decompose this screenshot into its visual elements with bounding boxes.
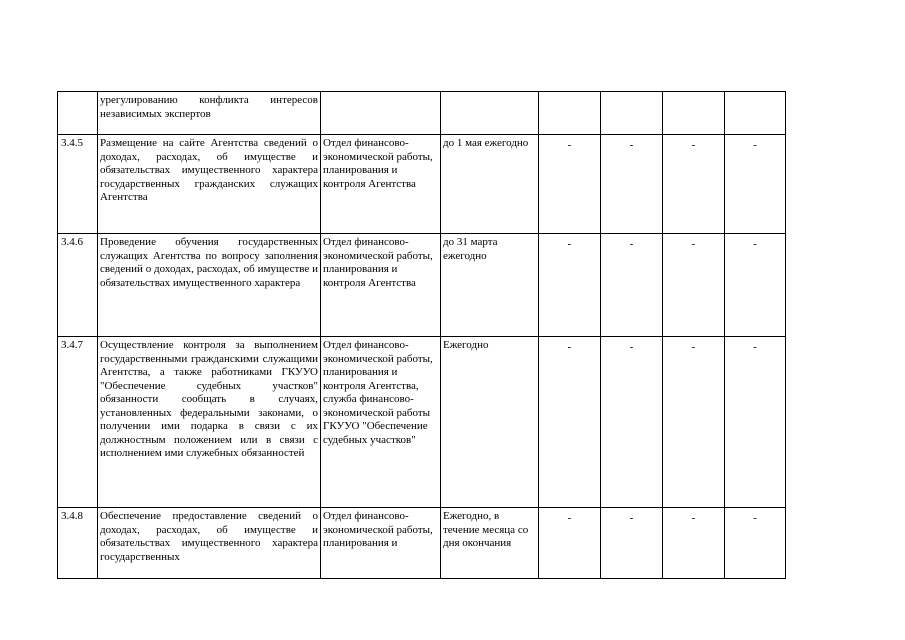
deadline (441, 92, 539, 135)
indicator-cell (663, 92, 725, 135)
deadline: Ежегодно, в течение месяца со дня окончания (441, 508, 539, 579)
indicator-cell: - (601, 234, 663, 337)
indicator-cell: - (663, 508, 725, 579)
indicator-cell (539, 92, 601, 135)
item-number: 3.4.6 (58, 234, 98, 337)
indicator-cell: - (725, 337, 786, 508)
indicator-cell: - (663, 135, 725, 234)
indicator-cell: - (725, 135, 786, 234)
indicator-cell: - (725, 234, 786, 337)
deadline: до 31 марта ежегодно (441, 234, 539, 337)
indicator-cell: - (539, 234, 601, 337)
measure-description: Осуществление контроля за выполнением государственными гражданскими служащими Агентства, а также работниками ГКУУО "Обеспечение судебных участков" обязанности сообщать в случаях, установленных федеральными законами, о получении ими подарка в связи с их должностным положением или в связи с исполнением ими служебных обязанностей (98, 337, 321, 508)
measure-description: Размещение на сайте Агентства сведений о доходах, расходах, об имуществе и обязательствах имущественного характера государственных гражданских служащих Агентства (98, 135, 321, 234)
item-number: 3.4.7 (58, 337, 98, 508)
responsible-party: Отдел финансово-экономической работы, планирования и (321, 508, 441, 579)
responsible-party: Отдел финансово-экономической работы, планирования и контроля Агентства, служба финансово-экономической работы ГКУУО "Обеспечение судебных участков" (321, 337, 441, 508)
indicator-cell: - (725, 508, 786, 579)
measures-table (57, 91, 786, 579)
measure-description: Обеспечение предоставление сведений о доходах, расходах, об имуществе и обязательствах имущественного характера государственных (98, 508, 321, 579)
indicator-cell: - (663, 234, 725, 337)
table-row (58, 337, 786, 508)
measure-description: урегулированию конфликта интересов независимых экспертов (98, 92, 321, 135)
responsible-party: Отдел финансово-экономической работы, планирования и контроля Агентства (321, 234, 441, 337)
deadline: до 1 мая ежегодно (441, 135, 539, 234)
indicator-cell: - (539, 135, 601, 234)
table-row (58, 135, 786, 234)
table-row (58, 508, 786, 579)
indicator-cell (725, 92, 786, 135)
table-row (58, 234, 786, 337)
item-number (58, 92, 98, 135)
indicator-cell: - (601, 508, 663, 579)
indicator-cell: - (601, 337, 663, 508)
indicator-cell (601, 92, 663, 135)
indicator-cell: - (539, 508, 601, 579)
item-number: 3.4.8 (58, 508, 98, 579)
indicator-cell: - (539, 337, 601, 508)
measure-description: Проведение обучения государственных служащих Агентства по вопросу заполнения сведений о доходах, расходах, об имуществе и обязательствах имущественного характера (98, 234, 321, 337)
table-row (58, 92, 786, 135)
indicator-cell: - (663, 337, 725, 508)
deadline: Ежегодно (441, 337, 539, 508)
responsible-party (321, 92, 441, 135)
indicator-cell: - (601, 135, 663, 234)
responsible-party: Отдел финансово-экономической работы, планирования и контроля Агентства (321, 135, 441, 234)
item-number: 3.4.5 (58, 135, 98, 234)
